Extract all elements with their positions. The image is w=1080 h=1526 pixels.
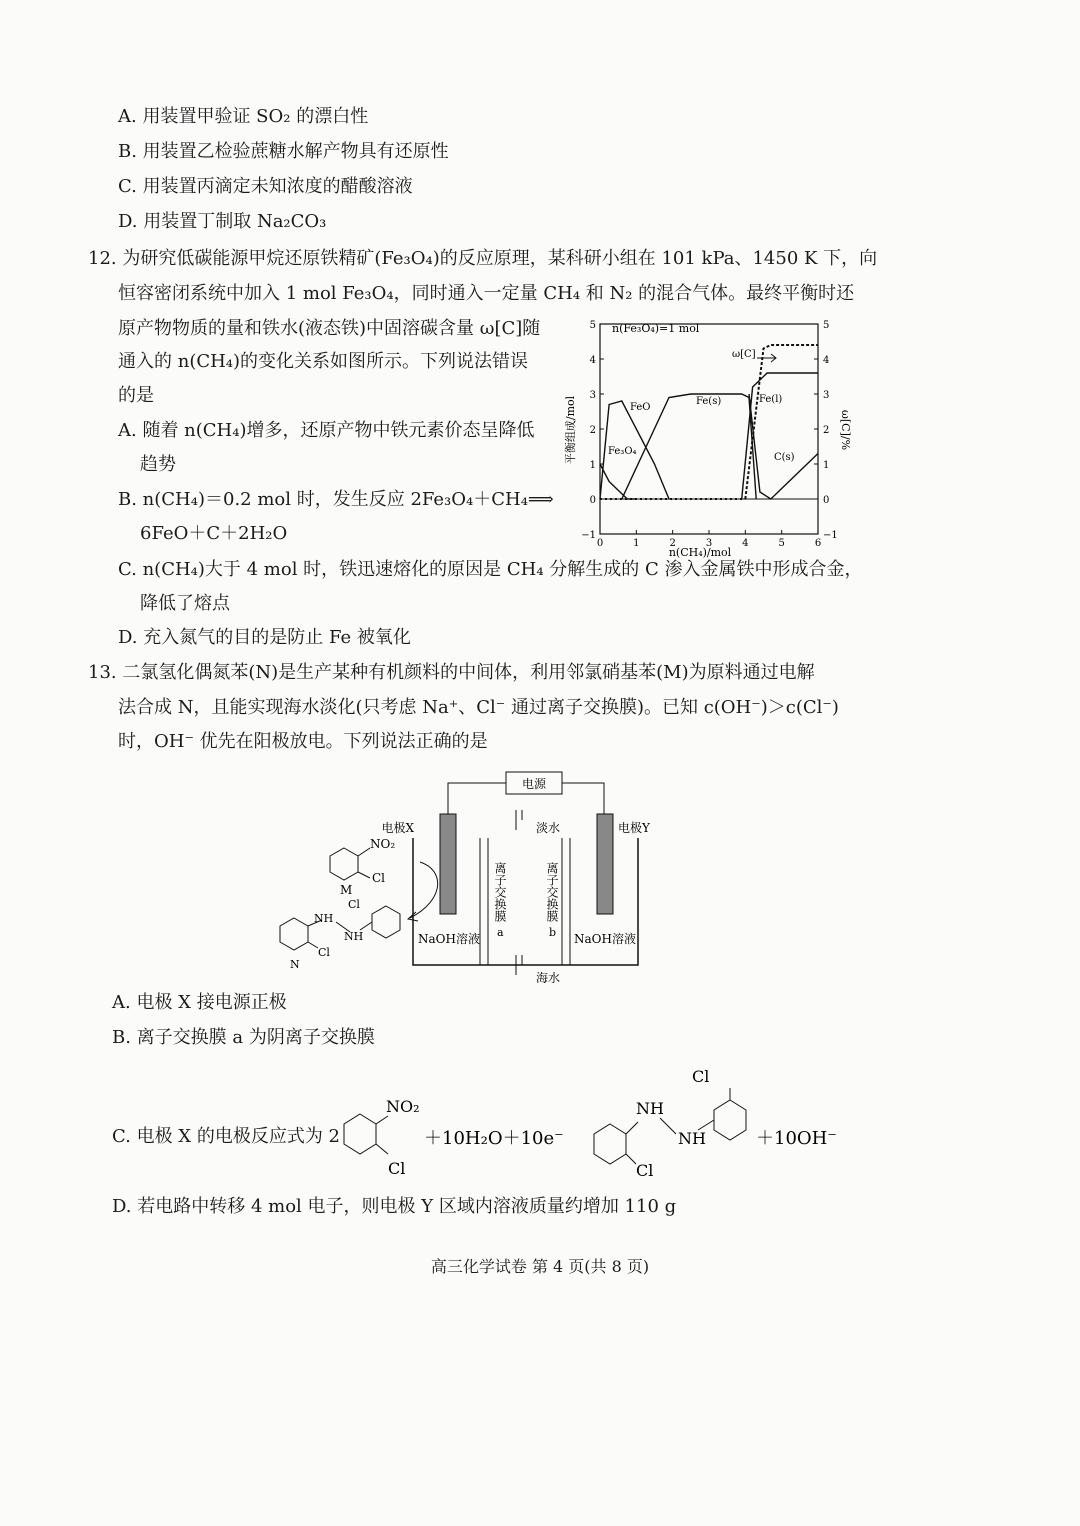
label-fel: Fe(l) — [759, 394, 783, 405]
chart-title: n(Fe₃O₄)=1 mol — [612, 322, 700, 335]
electrode-x — [440, 814, 456, 914]
bonds-m — [358, 848, 370, 878]
y-tick-label: 2 — [589, 425, 596, 436]
reactant-ring — [344, 1114, 376, 1154]
q12-option-d: D. 充入氮气的目的是防止 Fe 被氧化 — [118, 627, 411, 648]
q12-option-c-line2: 降低了熔点 — [140, 593, 230, 614]
product-ring2 — [714, 1100, 746, 1140]
product-nh1: NH — [636, 1099, 664, 1118]
chart-ylabel-right: ω[C]/% — [839, 409, 852, 451]
benzene-ring-n2 — [372, 906, 400, 938]
chart-svg — [560, 312, 850, 562]
q12-chart — [560, 312, 850, 562]
q11-option-b: B. 用装置乙检验蔗糖水解产物具有还原性 — [118, 141, 449, 162]
q12-option-a-line1: A. 随着 n(CH₄)增多，还原产物中铁元素价态呈降低 — [118, 420, 535, 441]
q12-option-a-line2: 趋势 — [140, 454, 176, 475]
membrane-b-tag: b — [549, 926, 557, 939]
x-tick-label: 0 — [596, 538, 604, 549]
label-wc: ω[C] — [732, 349, 756, 360]
q12-option-b-line2: 6FeO＋C＋2H₂O — [140, 523, 288, 544]
naoh-left-label: NaOH溶液 — [418, 932, 480, 946]
membrane-b-label: 离子交换膜 — [545, 862, 559, 922]
y-tick-label: 0 — [589, 495, 596, 506]
q13-option-c-equation — [330, 1064, 850, 1184]
x-tick-label: 2 — [669, 538, 676, 549]
y-right-tick-label: 3 — [823, 390, 830, 401]
q12-option-b-line1: B. n(CH₄)＝0.2 mol 时，发生反应 2Fe₃O₄＋CH₄⟹ — [118, 489, 554, 510]
product-cl1: Cl — [692, 1067, 710, 1086]
fresh-water-outlet — [516, 810, 522, 830]
q13-option-c-prefix: C. 电极 X 的电极反应式为 2 — [112, 1126, 341, 1147]
m-no2-label: NO₂ — [370, 837, 396, 851]
naoh-right-label: NaOH溶液 — [574, 932, 636, 946]
series-line-Fe₃O₄ — [600, 464, 636, 499]
chart-border — [600, 324, 818, 534]
benzene-ring-n1 — [280, 918, 308, 950]
y-right-tick-label: −1 — [823, 530, 838, 541]
electrolysis-diagram — [270, 770, 690, 990]
m-cl-label: Cl — [372, 871, 386, 885]
label-fe3o4: Fe₃O₄ — [608, 446, 637, 457]
q13-stem-line3: 时，OH⁻ 优先在阳极放电。下列说法正确的是 — [118, 731, 488, 752]
reaction-curve — [410, 862, 438, 918]
membrane-a-tag: a — [497, 926, 504, 939]
q11-option-a: A. 用装置甲验证 SO₂ 的漂白性 — [118, 106, 369, 127]
power-label: 电源 — [521, 777, 547, 791]
q12-stem-line4: 通入的 n(CH₄)的变化关系如图所示。下列说法错误 — [118, 351, 529, 372]
equation-mid: ＋10H₂O＋10e⁻ — [424, 1128, 564, 1149]
equation-svg — [330, 1064, 850, 1184]
label-cs: C(s) — [774, 452, 795, 463]
q13-stem-line2: 法合成 N，且能实现海水淡化(只考虑 Na⁺、Cl⁻ 通过离子交换膜)。已知 c(OH⁻)＞c(Cl⁻) — [118, 697, 839, 718]
series-line-C(s) — [749, 394, 818, 499]
y-tick-label: 1 — [589, 460, 596, 471]
q12-stem-line3: 原产物物质的量和铁水(液态铁)中固溶碳含量 ω[C]随 — [118, 318, 541, 339]
y-right-tick-label: 5 — [823, 320, 830, 331]
electrode-x-label: 电极X — [381, 821, 414, 835]
x-tick-label: 6 — [814, 538, 822, 549]
q11-option-c: C. 用装置丙滴定未知浓度的醋酸溶液 — [118, 176, 413, 197]
reactant-bonds — [376, 1116, 388, 1154]
m-label: M — [340, 883, 353, 897]
arrow-right-icon — [757, 354, 776, 362]
product-nh2: NH — [678, 1129, 706, 1148]
y-right-tick-label: 1 — [823, 460, 830, 471]
q11-option-d: D. 用装置丁制取 Na₂CO₃ — [118, 211, 327, 232]
cell-svg — [270, 770, 690, 990]
product-cl2: Cl — [636, 1161, 654, 1180]
q12-stem-line2: 恒容密闭系统中加入 1 mol Fe₃O₄，同时通入一定量 CH₄ 和 N₂ 的混合气体。最终平衡时还 — [118, 283, 855, 304]
series-line-ω[C] — [745, 345, 818, 499]
y-right-tick-label: 2 — [823, 425, 830, 436]
product-ring1 — [594, 1124, 626, 1164]
chart-series — [600, 345, 818, 499]
benzene-ring-m — [330, 848, 358, 880]
label-feo: FeO — [630, 402, 651, 413]
membrane-a-label: 离子交换膜 — [493, 862, 507, 922]
n-nh1-label: NH — [314, 912, 334, 925]
y-right-tick-label: 4 — [823, 355, 830, 366]
x-tick-label: 5 — [778, 538, 785, 549]
q13-option-a: A. 电极 X 接电源正极 — [112, 992, 287, 1013]
q12-stem-line5: 的是 — [118, 385, 154, 406]
equation-suffix: ＋10OH⁻ — [756, 1128, 837, 1149]
reactant-cl: Cl — [388, 1159, 406, 1178]
chart-ticks — [581, 320, 838, 549]
sea-water-label: 海水 — [536, 971, 561, 985]
n-label: N — [290, 958, 300, 971]
x-tick-label: 3 — [705, 538, 713, 549]
fresh-water-label: 淡水 — [536, 821, 561, 835]
reactant-no2: NO₂ — [386, 1097, 420, 1116]
y-tick-label: −1 — [581, 530, 596, 541]
x-tick-label: 4 — [742, 538, 749, 549]
y-tick-label: 3 — [589, 390, 596, 401]
x-tick-label: 1 — [633, 538, 640, 549]
q12-stem-line1: 12. 为研究低碳能源甲烷还原铁精矿(Fe₃O₄)的反应原理，某科研小组在 101 kPa、1450 K 下，向 — [88, 248, 878, 269]
y-tick-label: 4 — [589, 355, 596, 366]
page-footer: 高三化学试卷 第 4 页(共 8 页) — [430, 1257, 650, 1276]
n-cl2-label: Cl — [318, 946, 330, 959]
chart-xlabel: n(CH₄)/mol — [668, 546, 732, 559]
y-tick-label: 5 — [589, 320, 596, 331]
q12-option-c-line1: C. n(CH₄)大于 4 mol 时，铁迅速熔化的原因是 CH₄ 分解生成的 C 渗入金属铁中形成合金， — [118, 559, 863, 580]
q13-option-d: D. 若电路中转移 4 mol 电子，则电极 Y 区域内溶液质量约增加 110 g — [112, 1196, 677, 1217]
chart-ylabel: 平衡组成/mol — [564, 395, 577, 465]
q13-stem-line1: 13. 二氯氢化偶氮苯(N)是生产某种有机颜料的中间体，利用邻氯硝基苯(M)为原料通过电解 — [88, 662, 815, 683]
n-nh2-label: NH — [344, 930, 364, 943]
label-fes: Fe(s) — [696, 396, 722, 407]
electrode-y-label: 电极Y — [618, 821, 650, 835]
electrode-y — [597, 814, 613, 914]
chart-frame — [600, 324, 818, 534]
n-cl1-label: Cl — [348, 898, 360, 911]
q13-option-b: B. 离子交换膜 a 为阴离子交换膜 — [112, 1027, 375, 1048]
y-right-tick-label: 0 — [823, 495, 830, 506]
